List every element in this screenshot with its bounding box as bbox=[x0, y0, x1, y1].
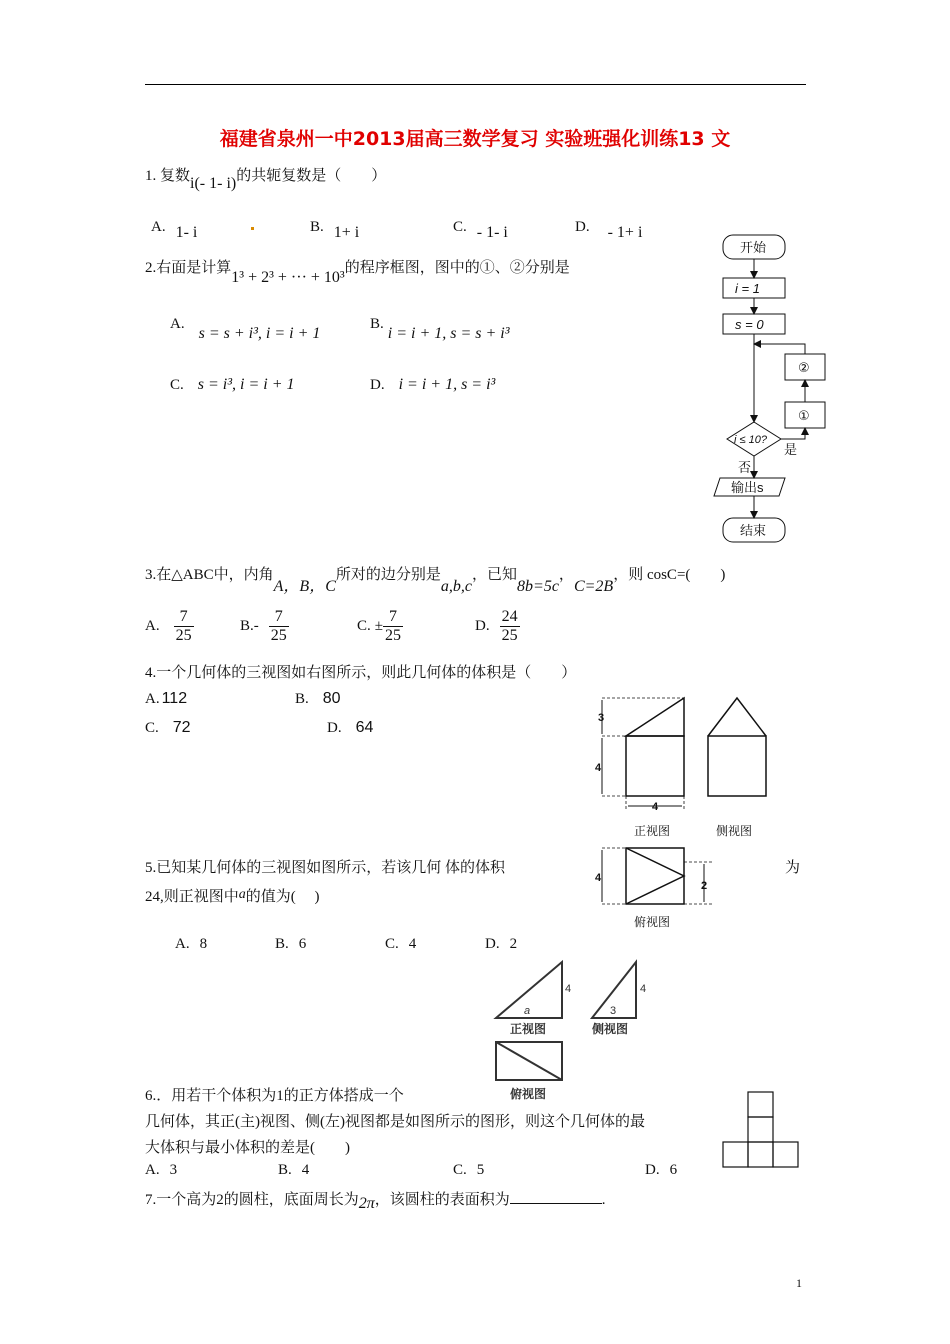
q6-cube-top bbox=[748, 1092, 773, 1117]
q4-option-b[interactable]: B. 80 bbox=[295, 690, 341, 707]
q6-cube-bottom-left bbox=[723, 1142, 748, 1167]
q2-flowchart bbox=[705, 228, 830, 548]
q6-stem-line3: 大体积与最小体积的差是( ) bbox=[145, 1140, 350, 1156]
q5-stem-line2: 24,则正视图中a的值为( ) bbox=[145, 887, 320, 905]
flow-end-label: 结束 bbox=[740, 523, 767, 538]
q2-expression: 1³ + 2³ + ··· + 10³ bbox=[231, 269, 345, 286]
q6-option-d[interactable]: D. 6 bbox=[645, 1162, 678, 1178]
q5-top-view-label: 俯视图 bbox=[510, 1087, 547, 1101]
q6-cube-bottom-right bbox=[773, 1142, 798, 1167]
q5-option-c[interactable]: C. 4 bbox=[385, 936, 417, 952]
q3-option-a[interactable]: A. $\frac{7}{25}$ bbox=[145, 608, 192, 644]
q4-dim-bottom: 4 bbox=[652, 801, 659, 813]
q4-three-view-figure bbox=[590, 690, 780, 930]
q7-stem: 7.一个高为2的圆柱，底面周长为2π，该圆柱的表面积为 . bbox=[145, 1188, 606, 1209]
q1-stem-prefix: 1. 复数 bbox=[145, 168, 191, 184]
q5-option-a[interactable]: A. 8 bbox=[175, 936, 208, 952]
flow-step1-label: ① bbox=[798, 408, 810, 423]
q2-option-c[interactable]: C. s = i³, i = i + 1 bbox=[170, 376, 295, 393]
flow-start-label: 开始 bbox=[740, 240, 767, 255]
q2-option-d[interactable]: D. i = i + 1, s = i³ bbox=[370, 376, 496, 393]
q3-angles: A，B，C bbox=[273, 578, 336, 595]
q1-option-d[interactable]: D. - 1+ i bbox=[575, 219, 643, 241]
q1-option-c[interactable]: C. - 1- i bbox=[453, 219, 508, 241]
flow-no-label: 否 bbox=[738, 460, 752, 475]
q6-cube-middle bbox=[748, 1117, 773, 1142]
q4-option-a[interactable]: A. 112 bbox=[145, 690, 188, 707]
q3-option-d[interactable]: D. $\frac{24}{25}$ bbox=[475, 608, 518, 644]
q3-sides: a,b,c bbox=[440, 578, 472, 595]
page-number: 1 bbox=[796, 1276, 802, 1290]
q5-option-d[interactable]: D. 2 bbox=[485, 936, 518, 952]
q5-var-a: a bbox=[238, 887, 246, 902]
q4-front-view-label: 正视图 bbox=[634, 824, 671, 838]
q6-stem-line2: 几何体，其正(主)视图、侧(左)视图都是如图所示的图形，则这个几何体的最 bbox=[145, 1114, 645, 1130]
q2-option-a[interactable]: A.s = s + i³, i = i + 1 bbox=[170, 316, 321, 342]
q7-answer-blank[interactable] bbox=[510, 1189, 602, 1204]
q4-top-rect bbox=[626, 848, 684, 904]
q4-option-d[interactable]: D. 64 bbox=[327, 719, 374, 736]
q1-expression: i(- 1- i) bbox=[190, 175, 237, 192]
q5-stem-line1: 5.已知某几何体的三视图如图所示，若该几何 体的体积 bbox=[145, 860, 506, 876]
flow-step2-label: ② bbox=[798, 360, 810, 375]
q4-dim-top: 3 bbox=[598, 712, 605, 724]
q2-stem-prefix: 2.右面是计算 bbox=[145, 260, 232, 276]
q1-stem-suffix: 的共轭复数是（ ） bbox=[236, 168, 387, 184]
q5-front-height: 4 bbox=[565, 983, 572, 995]
header-rule bbox=[145, 84, 806, 85]
q2-stem-suffix: 的程序框图，图中的①、②分别是 bbox=[344, 260, 570, 276]
flow-output-label: 输出s bbox=[731, 480, 764, 495]
q5-side-view-label: 侧视图 bbox=[592, 1022, 629, 1036]
q4-front-rect bbox=[626, 736, 684, 796]
q5-front-a-label: a bbox=[524, 1005, 531, 1017]
q3-option-c[interactable]: C. ± $\frac{7}{25}$ bbox=[357, 608, 401, 644]
q4-dim-side: 4 bbox=[595, 762, 602, 774]
q1-option-a[interactable]: A. 1- i bbox=[151, 219, 198, 241]
q1-option-b[interactable]: B. 1+ i bbox=[310, 219, 360, 241]
q3-condition-2: C=2B bbox=[573, 578, 614, 595]
q2-option-b[interactable]: B.i = i + 1, s = s + i³ bbox=[370, 316, 510, 342]
flow-init-i-label: i = 1 bbox=[735, 281, 760, 296]
q6-option-b[interactable]: B. 4 bbox=[278, 1162, 310, 1178]
q4-side-roof bbox=[708, 698, 766, 736]
q7-expression: 2π bbox=[358, 1195, 375, 1212]
q5-three-view-figure bbox=[488, 956, 668, 1106]
stray-dot-mark bbox=[251, 227, 254, 230]
q6-stem-line1: 6.．用若干个体积为1的正方体搭成一个 bbox=[145, 1088, 404, 1104]
flow-condition-label: i ≤ 10? bbox=[734, 434, 767, 446]
q4-side-rect bbox=[708, 736, 766, 796]
q3-condition-1: 8b=5c bbox=[517, 578, 559, 595]
q5-front-view-label: 正视图 bbox=[510, 1022, 547, 1036]
q4-top-view-label: 俯视图 bbox=[634, 915, 671, 929]
flow-yes-label: 是 bbox=[784, 442, 798, 457]
q1-stem bbox=[145, 164, 387, 192]
q4-top-dim-left: 4 bbox=[595, 872, 602, 884]
q3-option-b[interactable]: B.- $\frac{7}{25}$ bbox=[240, 608, 287, 644]
q6-option-c[interactable]: C. 5 bbox=[453, 1162, 485, 1178]
q5-side-height: 4 bbox=[640, 983, 647, 995]
q6-option-a[interactable]: A. 3 bbox=[145, 1162, 178, 1178]
q5-option-b[interactable]: B. 6 bbox=[275, 936, 307, 952]
q4-stem: 4.一个几何体的三视图如右图所示，则此几何体的体积是（ ） bbox=[145, 665, 577, 681]
q4-top-dim-right: 2 bbox=[701, 880, 708, 892]
q2-stem bbox=[145, 256, 570, 286]
q6-cube-bottom-center bbox=[748, 1142, 773, 1167]
page-title: 福建省泉州一中2013届高三数学复习 实验班强化训练13 文 bbox=[219, 128, 731, 150]
q4-side-view-label: 侧视图 bbox=[716, 824, 753, 838]
q3-stem: 3.在△ABC中，内角A，B，C所对的边分别是a,b,c，已知8b=5c，C=2B，则 cosC=( ) bbox=[145, 567, 726, 595]
q6-cube-view-figure bbox=[720, 1090, 802, 1172]
q5-stem-wei: 为 bbox=[785, 860, 801, 876]
flow-init-s-label: s = 0 bbox=[735, 317, 764, 332]
q5-side-base: 3 bbox=[610, 1005, 617, 1017]
q4-front-triangle bbox=[626, 698, 684, 736]
q4-option-c[interactable]: C. 72 bbox=[145, 719, 191, 736]
q4-top-diagonals bbox=[626, 848, 684, 904]
